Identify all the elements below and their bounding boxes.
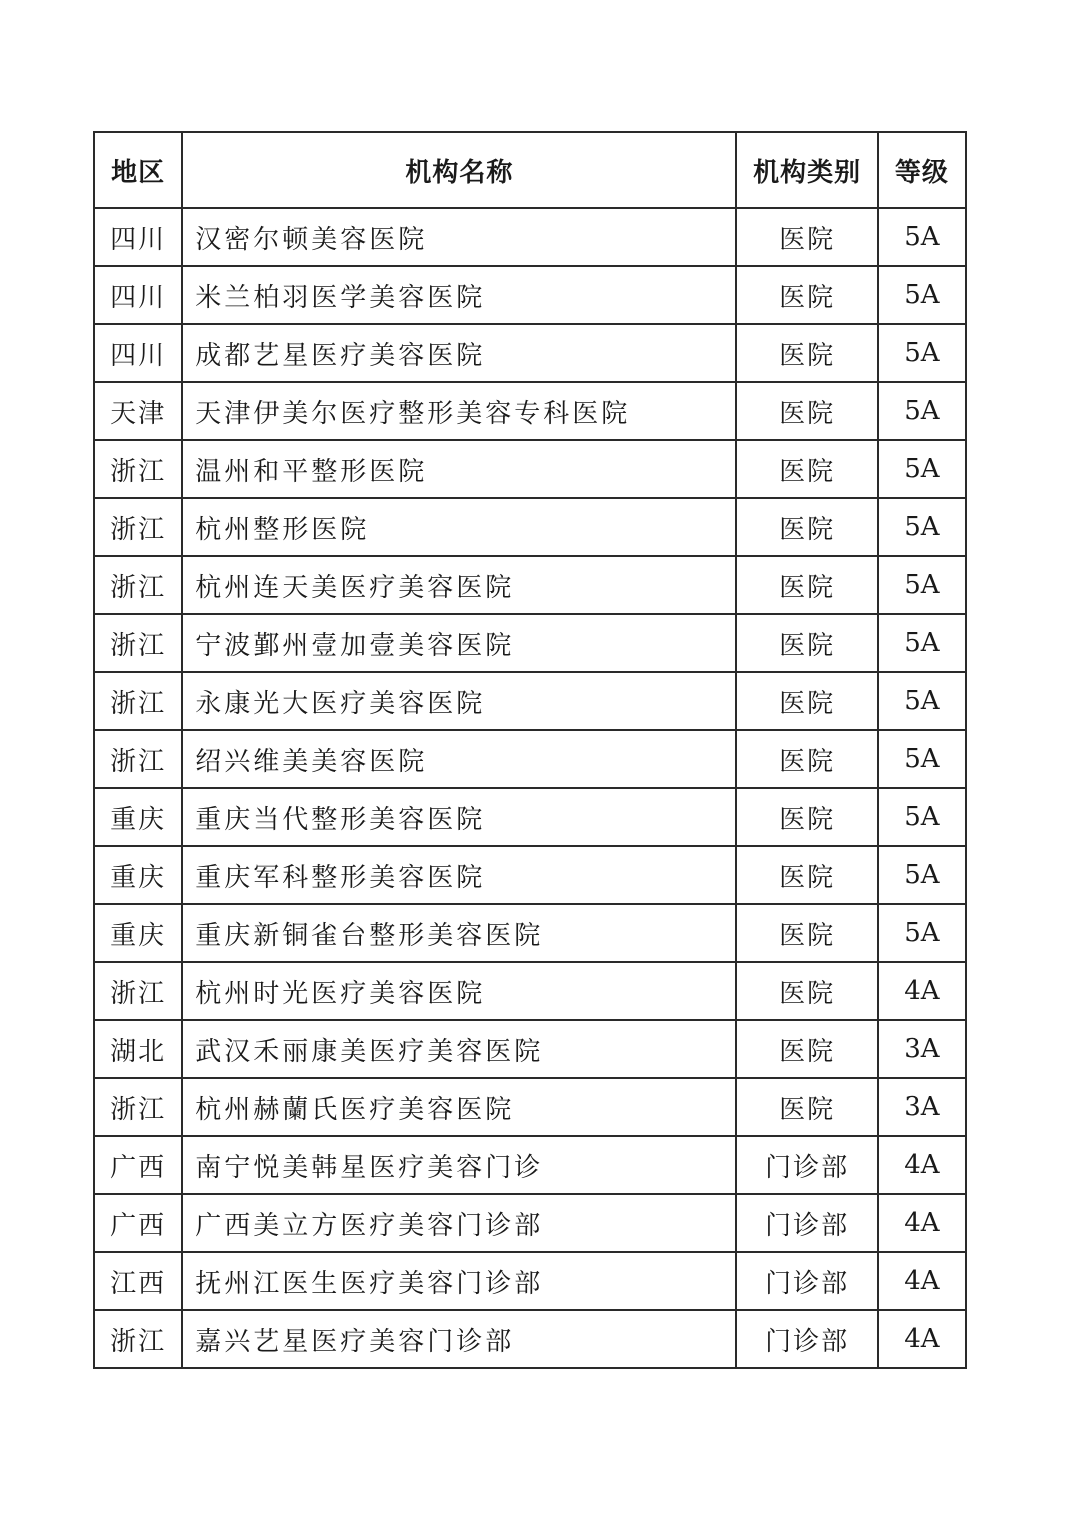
table-row [94, 1310, 966, 1368]
cell-region: 湖北 [94, 1020, 182, 1078]
cell-type: 医院 [736, 846, 877, 904]
cell-name: 永康光大医疗美容医院 [182, 672, 736, 730]
cell-level: 5A [878, 208, 966, 266]
cell-name: 汉密尔顿美容医院 [182, 208, 736, 266]
header-level: 等级 [878, 132, 966, 208]
table-row [94, 730, 966, 788]
cell-region: 重庆 [94, 904, 182, 962]
cell-name: 米兰柏羽医学美容医院 [182, 266, 736, 324]
cell-level: 5A [878, 904, 966, 962]
cell-region: 浙江 [94, 440, 182, 498]
table-row [94, 1136, 966, 1194]
cell-type: 医院 [736, 266, 877, 324]
cell-name: 杭州时光医疗美容医院 [182, 962, 736, 1020]
cell-region: 浙江 [94, 730, 182, 788]
table-row [94, 208, 966, 266]
cell-region: 浙江 [94, 962, 182, 1020]
cell-type: 门诊部 [736, 1194, 877, 1252]
cell-level: 5A [878, 730, 966, 788]
cell-region: 浙江 [94, 556, 182, 614]
cell-region: 四川 [94, 324, 182, 382]
cell-region: 广西 [94, 1194, 182, 1252]
cell-region: 江西 [94, 1252, 182, 1310]
table-row [94, 962, 966, 1020]
cell-type: 医院 [736, 556, 877, 614]
cell-type: 门诊部 [736, 1310, 877, 1368]
cell-level: 4A [878, 1310, 966, 1368]
cell-level: 5A [878, 382, 966, 440]
table-row [94, 788, 966, 846]
cell-type: 医院 [736, 1020, 877, 1078]
cell-level: 5A [878, 788, 966, 846]
table-row [94, 1078, 966, 1136]
cell-name: 嘉兴艺星医疗美容门诊部 [182, 1310, 736, 1368]
cell-name: 杭州赫蘭氏医疗美容医院 [182, 1078, 736, 1136]
header-name: 机构名称 [182, 132, 736, 208]
cell-level: 5A [878, 440, 966, 498]
cell-type: 医院 [736, 498, 877, 556]
cell-type: 医院 [736, 324, 877, 382]
table-row [94, 498, 966, 556]
cell-region: 浙江 [94, 672, 182, 730]
cell-level: 5A [878, 846, 966, 904]
cell-level: 3A [878, 1020, 966, 1078]
table-row [94, 614, 966, 672]
table-row [94, 846, 966, 904]
cell-region: 四川 [94, 208, 182, 266]
cell-region: 浙江 [94, 614, 182, 672]
table-row [94, 324, 966, 382]
cell-level: 5A [878, 324, 966, 382]
table-header-row [94, 132, 966, 208]
institution-table [93, 131, 967, 1369]
cell-name: 南宁悦美韩星医疗美容门诊 [182, 1136, 736, 1194]
cell-name: 温州和平整形医院 [182, 440, 736, 498]
cell-type: 门诊部 [736, 1136, 877, 1194]
cell-region: 天津 [94, 382, 182, 440]
cell-type: 医院 [736, 904, 877, 962]
cell-name: 重庆当代整形美容医院 [182, 788, 736, 846]
cell-name: 广西美立方医疗美容门诊部 [182, 1194, 736, 1252]
table-row [94, 1194, 966, 1252]
cell-type: 医院 [736, 382, 877, 440]
cell-level: 4A [878, 1194, 966, 1252]
cell-level: 5A [878, 672, 966, 730]
cell-type: 医院 [736, 730, 877, 788]
cell-level: 5A [878, 266, 966, 324]
cell-name: 重庆军科整形美容医院 [182, 846, 736, 904]
cell-name: 重庆新铜雀台整形美容医院 [182, 904, 736, 962]
header-type: 机构类别 [736, 132, 877, 208]
table-row [94, 1020, 966, 1078]
cell-level: 5A [878, 556, 966, 614]
cell-region: 浙江 [94, 1310, 182, 1368]
cell-level: 4A [878, 962, 966, 1020]
table-row [94, 672, 966, 730]
header-region: 地区 [94, 132, 182, 208]
cell-type: 医院 [736, 672, 877, 730]
cell-name: 成都艺星医疗美容医院 [182, 324, 736, 382]
cell-name: 杭州整形医院 [182, 498, 736, 556]
cell-region: 四川 [94, 266, 182, 324]
cell-name: 宁波鄞州壹加壹美容医院 [182, 614, 736, 672]
table-row [94, 266, 966, 324]
cell-type: 医院 [736, 1078, 877, 1136]
cell-region: 重庆 [94, 846, 182, 904]
cell-name: 天津伊美尔医疗整形美容专科医院 [182, 382, 736, 440]
cell-region: 重庆 [94, 788, 182, 846]
cell-level: 4A [878, 1252, 966, 1310]
cell-name: 绍兴维美美容医院 [182, 730, 736, 788]
cell-level: 5A [878, 498, 966, 556]
table-row [94, 904, 966, 962]
cell-region: 浙江 [94, 498, 182, 556]
cell-type: 医院 [736, 788, 877, 846]
cell-name: 杭州连天美医疗美容医院 [182, 556, 736, 614]
cell-level: 3A [878, 1078, 966, 1136]
cell-type: 医院 [736, 440, 877, 498]
cell-level: 5A [878, 614, 966, 672]
cell-region: 浙江 [94, 1078, 182, 1136]
cell-level: 4A [878, 1136, 966, 1194]
cell-name: 抚州江医生医疗美容门诊部 [182, 1252, 736, 1310]
cell-type: 门诊部 [736, 1252, 877, 1310]
cell-region: 广西 [94, 1136, 182, 1194]
cell-type: 医院 [736, 208, 877, 266]
cell-type: 医院 [736, 614, 877, 672]
cell-type: 医院 [736, 962, 877, 1020]
table-row [94, 556, 966, 614]
table-row [94, 382, 966, 440]
table-row [94, 1252, 966, 1310]
cell-name: 武汉禾丽康美医疗美容医院 [182, 1020, 736, 1078]
table-body [94, 208, 966, 1368]
table-row [94, 440, 966, 498]
